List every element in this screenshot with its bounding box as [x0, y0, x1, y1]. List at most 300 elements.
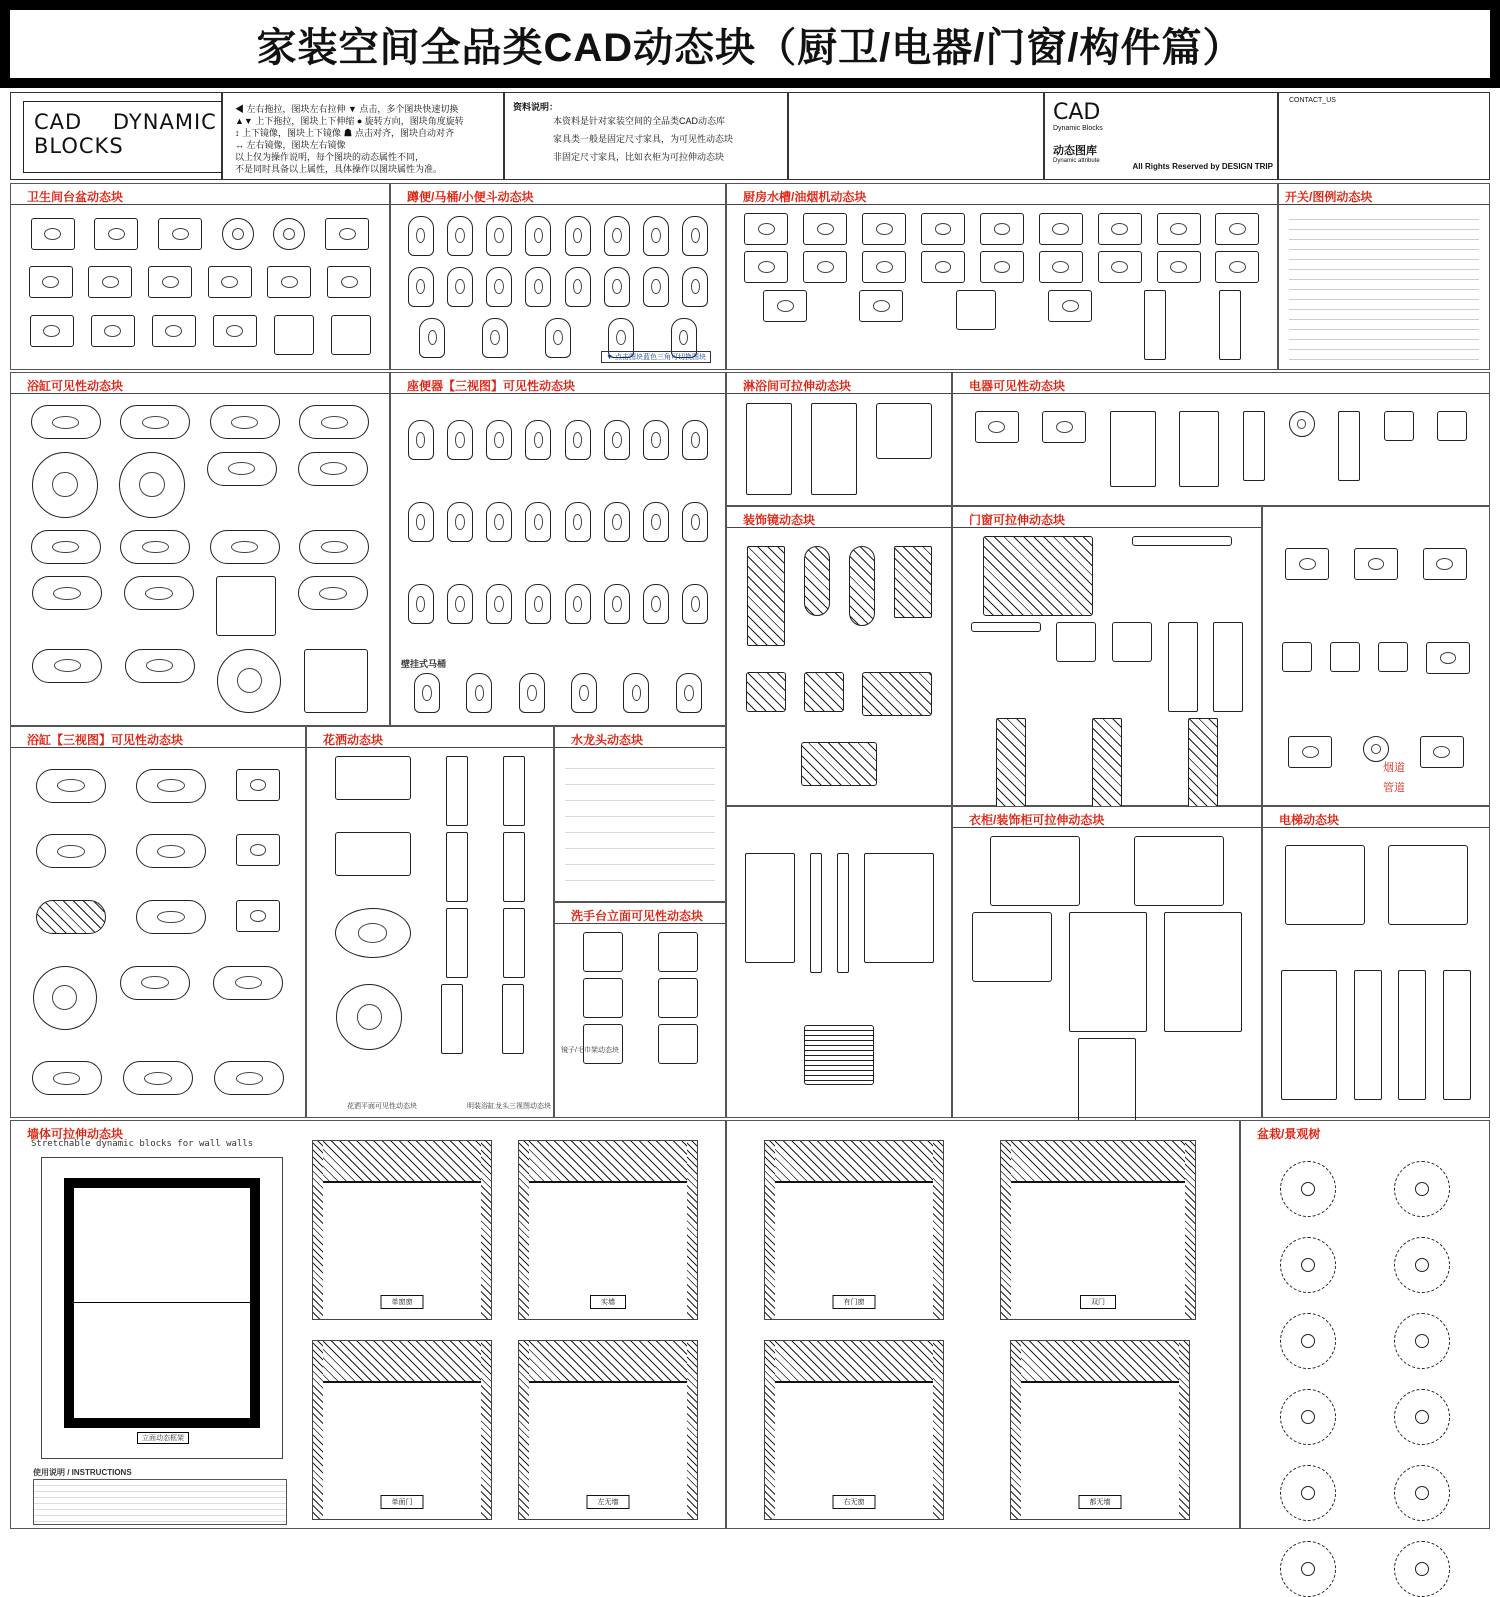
toilet-symbol[interactable] — [408, 502, 434, 542]
sink-symbol[interactable] — [980, 213, 1024, 245]
tub-symbol[interactable] — [207, 452, 277, 486]
toilet-symbol[interactable] — [408, 584, 434, 624]
mirror-symbol[interactable] — [801, 742, 877, 786]
oven-symbol[interactable] — [956, 290, 996, 330]
aircon-symbol[interactable] — [1243, 411, 1265, 481]
sink-symbol[interactable] — [1039, 251, 1083, 283]
door-symbol[interactable] — [1168, 622, 1198, 712]
plant-symbol[interactable] — [1280, 1237, 1336, 1293]
basin-symbol[interactable] — [213, 315, 257, 347]
sink-symbol[interactable] — [1215, 213, 1259, 245]
shower-tray[interactable] — [335, 756, 411, 800]
plant-symbol[interactable] — [1394, 1237, 1450, 1293]
op-line: 不是同时具备以上属性，具体操作以图块属性为准。 — [235, 164, 443, 174]
toilet-symbol[interactable] — [525, 502, 551, 542]
section-title: 蹲便/马桶/小便斗动态块 — [407, 190, 534, 204]
blind-symbol[interactable] — [804, 1025, 874, 1085]
appliance-symbol[interactable] — [1354, 548, 1398, 580]
toilet-symbol[interactable] — [486, 502, 512, 542]
tub-symbol[interactable] — [123, 1061, 193, 1095]
mirror-symbol[interactable] — [746, 672, 786, 712]
toilet-symbol[interactable] — [643, 267, 669, 307]
mirror-towel-label: 镜子/毛巾架动态块 — [561, 1047, 619, 1054]
vanity-symbol[interactable] — [583, 932, 623, 972]
appliance-symbol[interactable] — [1420, 736, 1464, 768]
pipe-label: 管道 — [1383, 782, 1405, 794]
curtain-rod[interactable] — [810, 853, 822, 973]
curtain-symbol[interactable] — [745, 853, 795, 963]
washer-symbol[interactable] — [1378, 642, 1408, 672]
oven-symbol[interactable] — [1437, 411, 1467, 441]
shower-column[interactable] — [446, 908, 468, 978]
toilet-symbol[interactable] — [525, 584, 551, 624]
toilet-symbol[interactable] — [604, 267, 630, 307]
shower-door[interactable] — [811, 403, 857, 495]
frame-label: 立面动态框架 — [137, 1432, 189, 1444]
wall-label: 左无墙 — [587, 1495, 630, 1509]
toilet-symbol[interactable] — [545, 318, 571, 358]
curtain-rod[interactable] — [837, 853, 849, 973]
title-bar — [0, 0, 1500, 88]
toilet-symbol[interactable] — [565, 420, 591, 460]
toilet-symbol[interactable] — [486, 584, 512, 624]
wall-block[interactable] — [312, 1340, 492, 1520]
basin-symbol[interactable] — [148, 266, 192, 298]
op-line: 以上仅为操作说明，每个图块的动态属性不同， — [235, 152, 425, 162]
wall-label: 都无墙 — [1079, 1495, 1122, 1509]
stove-symbol[interactable] — [1157, 251, 1201, 283]
fan-symbol[interactable] — [1289, 411, 1315, 437]
shower-plan-label: 花洒平面可见性动态块 — [347, 1103, 417, 1110]
basin-symbol[interactable] — [327, 266, 371, 298]
logo-panel — [10, 92, 222, 180]
toilet-symbol[interactable] — [447, 267, 473, 307]
tub-symbol[interactable] — [216, 576, 276, 636]
wardrobe-elevation[interactable] — [1069, 912, 1147, 1032]
wardrobe-plan[interactable] — [990, 836, 1080, 906]
section-wardrobe — [952, 806, 1262, 1118]
toilet-symbol[interactable] — [643, 502, 669, 542]
shower-column[interactable] — [441, 984, 463, 1054]
toilet-symbol[interactable] — [486, 267, 512, 307]
section-kitchen — [726, 183, 1278, 370]
section-title: 衣柜/装饰柜可拉伸动态块 — [969, 813, 1105, 827]
toilet-symbol[interactable] — [525, 420, 551, 460]
section-wash-front — [554, 902, 726, 1118]
ops-panel — [222, 92, 504, 180]
section-title: 门窗可拉伸动态块 — [969, 513, 1066, 527]
tub-symbol[interactable] — [210, 405, 280, 439]
tv-symbol[interactable] — [975, 411, 1019, 443]
plant-symbol[interactable] — [1394, 1541, 1450, 1597]
vanity-symbol[interactable] — [658, 978, 698, 1018]
vanity-symbol[interactable] — [658, 932, 698, 972]
toilet-symbol[interactable] — [604, 420, 630, 460]
section-appliance-2 — [1262, 506, 1490, 806]
stove-symbol[interactable] — [859, 290, 903, 322]
shower-column[interactable] — [502, 984, 524, 1054]
section-title: 电器可见性动态块 — [969, 379, 1066, 393]
tub-symbol[interactable] — [33, 966, 97, 1030]
toilet-symbol[interactable] — [486, 420, 512, 460]
toilet-symbol[interactable] — [682, 216, 708, 256]
op-line: ↔ 左右镜像，图块左右镜像 — [235, 140, 346, 150]
curtain-symbol[interactable] — [864, 853, 934, 963]
appliance-symbol[interactable] — [1288, 736, 1332, 768]
basin-symbol[interactable] — [152, 315, 196, 347]
elevator-symbol[interactable] — [1285, 845, 1365, 925]
basin-symbol[interactable] — [158, 218, 202, 250]
basin-symbol[interactable] — [267, 266, 311, 298]
section-basin — [10, 183, 390, 370]
plant-symbol[interactable] — [1394, 1465, 1450, 1521]
toilet-symbol[interactable] — [571, 673, 597, 713]
section-title: 墙体可拉伸动态块 — [27, 1127, 124, 1141]
toilet-symbol[interactable] — [643, 420, 669, 460]
sink-symbol[interactable] — [803, 213, 847, 245]
brand-small: Dynamic Blocks — [1053, 125, 1103, 132]
elevator-symbol[interactable] — [1388, 845, 1468, 925]
wall-label: 单窗窗 — [381, 1295, 424, 1309]
wall-label: 实墙 — [590, 1295, 626, 1309]
mirror-symbol[interactable] — [804, 672, 844, 712]
basin-symbol[interactable] — [30, 315, 74, 347]
cabinet-elevation[interactable] — [1354, 970, 1382, 1100]
instructions-title: 使用说明 / INSTRUCTIONS — [33, 1468, 132, 1477]
tub-symbol[interactable] — [31, 530, 101, 564]
toilet-symbol[interactable] — [682, 584, 708, 624]
tub-symbol[interactable] — [304, 649, 368, 713]
toilet-symbol[interactable] — [408, 420, 434, 460]
door-swing[interactable] — [1056, 622, 1096, 662]
toilet-symbol[interactable] — [565, 502, 591, 542]
tub-symbol[interactable] — [236, 834, 280, 866]
basin-symbol[interactable] — [91, 315, 135, 347]
toilet-symbol[interactable] — [643, 216, 669, 256]
mirror-symbol[interactable] — [894, 546, 932, 618]
tub-symbol[interactable] — [32, 576, 102, 610]
window-symbol[interactable] — [983, 536, 1093, 616]
tub-symbol[interactable] — [120, 530, 190, 564]
basin-symbol[interactable] — [325, 218, 369, 250]
section-tub3 — [10, 726, 306, 1118]
toilet-symbol[interactable] — [486, 216, 512, 256]
window-plan[interactable] — [971, 622, 1041, 632]
toilet-symbol[interactable] — [408, 267, 434, 307]
fridge-symbol[interactable] — [1110, 411, 1156, 487]
tub-symbol[interactable] — [299, 530, 369, 564]
tub-symbol[interactable] — [210, 530, 280, 564]
logo-line-1: CAD DYNAMIC — [34, 110, 217, 134]
shower-door[interactable] — [746, 403, 792, 495]
plant-symbol[interactable] — [1280, 1313, 1336, 1369]
toilet-symbol[interactable] — [604, 502, 630, 542]
section-title: 电梯动态块 — [1279, 813, 1340, 827]
shower-column[interactable] — [503, 756, 525, 826]
toilet-symbol[interactable] — [676, 673, 702, 713]
plant-symbol[interactable] — [1394, 1161, 1450, 1217]
tub-symbol[interactable] — [119, 452, 185, 518]
cabinet-elevation[interactable] — [1443, 970, 1471, 1100]
sink-symbol[interactable] — [1098, 251, 1142, 283]
section-plants — [1240, 1120, 1490, 1529]
section-title: 浴缸可见性动态块 — [27, 379, 124, 393]
toilet-symbol[interactable] — [643, 584, 669, 624]
section-door-window — [952, 506, 1262, 806]
desc-title: 资料说明： — [513, 102, 559, 112]
instructions-box — [33, 1479, 287, 1525]
sink-symbol[interactable] — [980, 251, 1024, 283]
hood-symbol[interactable] — [1144, 290, 1166, 360]
shower-tub[interactable] — [335, 908, 411, 958]
logo-line-2: BLOCKS — [34, 134, 124, 158]
flue-label: 烟道 — [1383, 762, 1405, 774]
section-title: 浴缸【三视图】可见性动态块 — [27, 733, 184, 747]
brand-cn: 动态图库 — [1053, 145, 1097, 157]
section-appliance — [952, 372, 1490, 506]
plant-symbol[interactable] — [1394, 1389, 1450, 1445]
toilet-symbol[interactable] — [447, 216, 473, 256]
brand-big: CAD — [1053, 100, 1101, 125]
section-title: 卫生间台盆动态块 — [27, 190, 124, 204]
fridge-symbol[interactable] — [1179, 411, 1219, 487]
mirror-symbol[interactable] — [804, 546, 830, 616]
desc-line: 非固定尺寸家具，比如衣柜为可拉伸动态块 — [553, 152, 725, 162]
toilet-symbol[interactable] — [565, 584, 591, 624]
microwave-symbol[interactable] — [1384, 411, 1414, 441]
tub-symbol[interactable] — [217, 649, 281, 713]
hood-symbol[interactable] — [1219, 290, 1241, 360]
tub-symbol[interactable] — [299, 405, 369, 439]
sink-symbol[interactable] — [862, 213, 906, 245]
toilet-symbol[interactable] — [447, 502, 473, 542]
section-switch — [1278, 183, 1490, 370]
shower-column[interactable] — [446, 832, 468, 902]
section-title: 开关/图例动态块 — [1285, 190, 1373, 204]
tub-symbol[interactable] — [136, 834, 206, 868]
section-title: 淋浴间可拉伸动态块 — [743, 379, 852, 393]
basin-symbol[interactable] — [31, 218, 75, 250]
sink-symbol[interactable] — [1039, 213, 1083, 245]
basin-stand[interactable] — [331, 315, 371, 355]
door-symbol[interactable] — [996, 718, 1026, 808]
plant-symbol[interactable] — [1280, 1161, 1336, 1217]
section-curtain — [726, 806, 952, 1118]
op-line: ▲▼ 上下拖拉，图块上下伸缩 ● 旋转方向，图块角度旋转 — [235, 116, 464, 126]
toilet-symbol[interactable] — [682, 420, 708, 460]
section-tub — [10, 372, 390, 726]
desc-panel — [504, 92, 788, 180]
wall-label: 单面门 — [381, 1495, 424, 1509]
basin-symbol[interactable] — [88, 266, 132, 298]
section-title: 花洒动态块 — [323, 733, 384, 747]
mirror-symbol[interactable] — [862, 672, 932, 716]
desc-line: 家具类一般是固定尺寸家具，为可见性动态块 — [553, 134, 734, 144]
shower-column[interactable] — [503, 832, 525, 902]
plant-symbol[interactable] — [1280, 1465, 1336, 1521]
door-swing[interactable] — [1112, 622, 1152, 662]
toilet-symbol[interactable] — [682, 502, 708, 542]
wall-block[interactable] — [764, 1340, 944, 1520]
section-elevator — [1262, 806, 1490, 1118]
basin-symbol[interactable] — [94, 218, 138, 250]
section-title: 厨房水槽/油烟机动态块 — [743, 190, 867, 204]
toilet-symbol[interactable] — [525, 216, 551, 256]
washer-symbol[interactable] — [1282, 642, 1312, 672]
toilet-symbol[interactable] — [447, 420, 473, 460]
mirror-symbol[interactable] — [849, 546, 875, 626]
wall-block[interactable] — [312, 1140, 492, 1320]
shower-tub[interactable] — [336, 984, 402, 1050]
vanity-symbol[interactable] — [583, 1024, 623, 1064]
toilet-symbol[interactable] — [519, 673, 545, 713]
brand-panel — [1044, 92, 1278, 180]
basin-stand[interactable] — [274, 315, 314, 355]
tub-symbol[interactable] — [36, 900, 106, 934]
tub-symbol[interactable] — [120, 966, 190, 1000]
vanity-symbol[interactable] — [658, 1024, 698, 1064]
section-squat — [390, 183, 726, 370]
wall-block[interactable] — [1000, 1140, 1196, 1320]
tub-symbol[interactable] — [124, 576, 194, 610]
section-faucet — [554, 726, 726, 902]
toilet-symbol[interactable] — [525, 267, 551, 307]
cabinet-elevation[interactable] — [1398, 970, 1426, 1100]
section-title: 洗手台立面可见性动态块 — [571, 909, 704, 923]
toilet-symbol[interactable] — [482, 318, 508, 358]
basin-symbol[interactable] — [273, 218, 305, 250]
sink-symbol[interactable] — [1098, 213, 1142, 245]
wardrobe-plan[interactable] — [972, 912, 1052, 982]
switch-tip: ▼ 点击图块蓝色三角可切换图块 — [601, 351, 711, 363]
plant-symbol[interactable] — [1280, 1389, 1336, 1445]
sink-symbol[interactable] — [803, 251, 847, 283]
section-shower — [306, 726, 554, 1118]
sink-symbol[interactable] — [921, 213, 965, 245]
toilet-symbol[interactable] — [419, 318, 445, 358]
tub-symbol[interactable] — [236, 900, 280, 932]
stove-symbol[interactable] — [1215, 251, 1259, 283]
shower-column[interactable] — [503, 908, 525, 978]
rights: All Rights Reserved by DESIGN TRIP — [1132, 162, 1273, 171]
desc-line: 本资料是针对家装空间的全品类CAD动态库 — [553, 116, 726, 126]
shower-tray[interactable] — [335, 832, 411, 876]
washer-symbol[interactable] — [1330, 642, 1360, 672]
basin-symbol[interactable] — [208, 266, 252, 298]
section-toilet3 — [390, 372, 726, 726]
tub-symbol[interactable] — [36, 834, 106, 868]
op-line: ↕ 上下镜像，图块上下镜像 ☗ 点击对齐，图块自动对齐 — [235, 128, 455, 138]
logo — [23, 101, 223, 173]
tub-symbol[interactable] — [214, 1061, 284, 1095]
section-title: 水龙头动态块 — [571, 733, 644, 747]
toilet-symbol[interactable] — [623, 673, 649, 713]
tub-symbol[interactable] — [298, 452, 368, 486]
toilet-symbol[interactable] — [604, 584, 630, 624]
wall-frame[interactable] — [41, 1157, 283, 1459]
brand-sub: Dynamic attribute — [1053, 158, 1100, 164]
sink-symbol[interactable] — [921, 251, 965, 283]
tv-symbol[interactable] — [1042, 411, 1086, 443]
tub-symbol[interactable] — [120, 405, 190, 439]
door-symbol[interactable] — [1188, 718, 1218, 808]
tub-symbol[interactable] — [32, 1061, 102, 1095]
mirror-symbol[interactable] — [747, 546, 785, 646]
vanity-symbol[interactable] — [583, 978, 623, 1018]
wall-label: 有门窗 — [833, 1295, 876, 1309]
toilet-symbol[interactable] — [565, 216, 591, 256]
wall-block[interactable] — [1010, 1340, 1190, 1520]
shower-corner[interactable] — [876, 403, 932, 459]
contact-panel — [1278, 92, 1490, 180]
stove-symbol[interactable] — [763, 290, 807, 322]
cabinet-elevation[interactable] — [1281, 970, 1337, 1100]
tub-symbol[interactable] — [136, 900, 206, 934]
wall-label: 右无窗 — [833, 1495, 876, 1509]
stove-symbol[interactable] — [1048, 290, 1092, 322]
tub-symbol[interactable] — [31, 405, 101, 439]
wall-block[interactable] — [518, 1140, 698, 1320]
toilet-symbol[interactable] — [682, 267, 708, 307]
contact-label: CONTACT_US — [1289, 97, 1336, 104]
tub-symbol[interactable] — [125, 649, 195, 683]
wall-block[interactable] — [764, 1140, 944, 1320]
basin-symbol[interactable] — [29, 266, 73, 298]
toilet-symbol[interactable] — [447, 584, 473, 624]
basin-symbol[interactable] — [222, 218, 254, 250]
section-title: 盆栽/景观树 — [1257, 1127, 1321, 1141]
wall-hung-label: 壁挂式马桶 — [401, 659, 447, 669]
wall-en-title: Stretchable dynamic blocks for wall walls — [31, 1139, 254, 1149]
toilet-symbol[interactable] — [408, 216, 434, 256]
door-symbol[interactable] — [1213, 622, 1243, 712]
sink-symbol[interactable] — [1157, 213, 1201, 245]
aircon-symbol[interactable] — [1338, 411, 1360, 481]
sink-symbol[interactable] — [744, 251, 788, 283]
appliance-symbol[interactable] — [1285, 548, 1329, 580]
toilet-symbol[interactable] — [466, 673, 492, 713]
plant-symbol[interactable] — [1394, 1313, 1450, 1369]
plant-symbol[interactable] — [1280, 1541, 1336, 1597]
wall-block[interactable] — [518, 1340, 698, 1520]
toilet-symbol[interactable] — [604, 216, 630, 256]
tub-symbol[interactable] — [36, 769, 106, 803]
sink-symbol[interactable] — [862, 251, 906, 283]
section-shower-room — [726, 372, 952, 506]
toilet-symbol[interactable] — [414, 673, 440, 713]
tub-symbol[interactable] — [136, 769, 206, 803]
blank-panel — [788, 92, 1044, 180]
tub-symbol[interactable] — [32, 649, 102, 683]
tub-symbol[interactable] — [213, 966, 283, 1000]
wardrobe-elevation[interactable] — [1164, 912, 1242, 1032]
sink-symbol[interactable] — [744, 213, 788, 245]
tub-symbol[interactable] — [298, 576, 368, 610]
op-line: ◀ 左右拖拉，图块左右拉伸 ▼ 点击，多个图块快速切换 — [235, 104, 459, 114]
toilet-symbol[interactable] — [565, 267, 591, 307]
door-symbol[interactable] — [1092, 718, 1122, 808]
tub-symbol[interactable] — [236, 769, 280, 801]
appliance-symbol[interactable] — [1426, 642, 1470, 674]
window-plan[interactable] — [1132, 536, 1232, 546]
section-title: 座便器【三视图】可见性动态块 — [407, 379, 576, 393]
wardrobe-plan[interactable] — [1134, 836, 1224, 906]
appliance-symbol[interactable] — [1423, 548, 1467, 580]
section-title: 装饰镜动态块 — [743, 513, 816, 527]
tub-symbol[interactable] — [32, 452, 98, 518]
tub-faucet-label: 明装浴缸龙头三视图动态块 — [467, 1103, 551, 1110]
shower-column[interactable] — [446, 756, 468, 826]
